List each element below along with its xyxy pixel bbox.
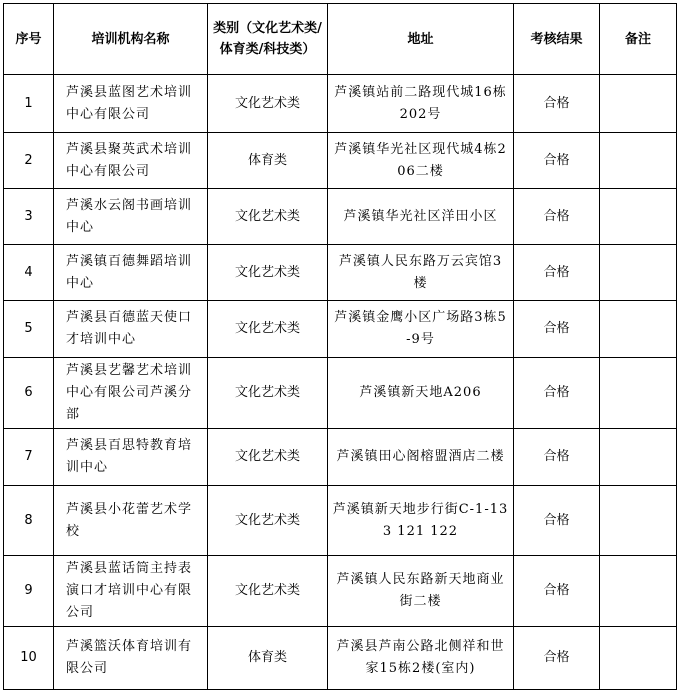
cell-remark — [600, 245, 677, 301]
cell-index: 1 — [4, 75, 54, 133]
cell-org-name: 芦溪镇百德舞蹈培训中心 — [54, 245, 208, 301]
cell-org-name: 芦溪县聚英武术培训中心有限公司 — [54, 133, 208, 189]
cell-result: 合格 — [514, 358, 600, 429]
cell-category: 文化艺术类 — [208, 189, 328, 245]
cell-remark — [600, 556, 677, 627]
cell-org-name: 芦溪县艺馨艺术培训中心有限公司芦溪分部 — [54, 358, 208, 429]
cell-category: 文化艺术类 — [208, 75, 328, 133]
cell-index: 4 — [4, 245, 54, 301]
cell-result: 合格 — [514, 429, 600, 486]
cell-index: 8 — [4, 486, 54, 556]
cell-result: 合格 — [514, 627, 600, 690]
cell-result: 合格 — [514, 301, 600, 358]
cell-org-name: 芦溪县小花蕾艺术学校 — [54, 486, 208, 556]
cell-category: 文化艺术类 — [208, 486, 328, 556]
cell-org-name: 芦溪篮沃体育培训有限公司 — [54, 627, 208, 690]
cell-result: 合格 — [514, 189, 600, 245]
header-org-name: 培训机构名称 — [54, 4, 208, 75]
cell-result: 合格 — [514, 486, 600, 556]
cell-result: 合格 — [514, 75, 600, 133]
table-row — [4, 486, 677, 556]
cell-category: 文化艺术类 — [208, 429, 328, 486]
cell-index: 6 — [4, 358, 54, 429]
cell-address: 芦溪镇人民东路新天地商业街二楼 — [328, 556, 514, 627]
header-result: 考核结果 — [514, 4, 600, 75]
cell-address: 芦溪县芦南公路北侧祥和世家15栋2楼(室内) — [328, 627, 514, 690]
table-row — [4, 358, 677, 429]
cell-result: 合格 — [514, 245, 600, 301]
cell-remark — [600, 133, 677, 189]
cell-remark — [600, 189, 677, 245]
header-address: 地址 — [328, 4, 514, 75]
cell-address: 芦溪镇新天地A206 — [328, 358, 514, 429]
table-row — [4, 301, 677, 358]
cell-index: 9 — [4, 556, 54, 627]
table-row — [4, 75, 677, 133]
cell-address: 芦溪镇田心阁榕盟酒店二楼 — [328, 429, 514, 486]
header-category: 类别（文化艺术类/体育类/科技类） — [208, 4, 328, 75]
cell-remark — [600, 358, 677, 429]
cell-address: 芦溪镇站前二路现代城16栋202号 — [328, 75, 514, 133]
table-header-row — [4, 4, 677, 75]
cell-address: 芦溪镇新天地步行街C-1-133 121 122 — [328, 486, 514, 556]
cell-index: 7 — [4, 429, 54, 486]
cell-remark — [600, 75, 677, 133]
cell-remark — [600, 486, 677, 556]
cell-remark — [600, 627, 677, 690]
cell-category: 文化艺术类 — [208, 358, 328, 429]
cell-address: 芦溪镇华光社区现代城4栋206二楼 — [328, 133, 514, 189]
cell-remark — [600, 301, 677, 358]
training-institution-table — [3, 3, 677, 690]
cell-index: 3 — [4, 189, 54, 245]
table-row — [4, 627, 677, 690]
table-row — [4, 429, 677, 486]
cell-address: 芦溪镇华光社区洋田小区 — [328, 189, 514, 245]
cell-org-name: 芦溪水云阁书画培训中心 — [54, 189, 208, 245]
header-remark: 备注 — [600, 4, 677, 75]
cell-org-name: 芦溪县百思特教育培训中心 — [54, 429, 208, 486]
cell-org-name: 芦溪县蓝话筒主持表演口才培训中心有限公司 — [54, 556, 208, 627]
cell-result: 合格 — [514, 133, 600, 189]
cell-index: 10 — [4, 627, 54, 690]
cell-category: 文化艺术类 — [208, 301, 328, 358]
table-row — [4, 133, 677, 189]
cell-address: 芦溪镇金鹰小区广场路3栋5-9号 — [328, 301, 514, 358]
cell-org-name: 芦溪县百德蓝天使口才培训中心 — [54, 301, 208, 358]
cell-result: 合格 — [514, 556, 600, 627]
cell-org-name: 芦溪县蓝图艺术培训中心有限公司 — [54, 75, 208, 133]
cell-index: 2 — [4, 133, 54, 189]
cell-remark — [600, 429, 677, 486]
cell-category: 体育类 — [208, 133, 328, 189]
cell-category: 文化艺术类 — [208, 245, 328, 301]
cell-category: 文化艺术类 — [208, 556, 328, 627]
cell-index: 5 — [4, 301, 54, 358]
cell-category: 体育类 — [208, 627, 328, 690]
table-row — [4, 245, 677, 301]
table-row — [4, 189, 677, 245]
cell-address: 芦溪镇人民东路万云宾馆3楼 — [328, 245, 514, 301]
table-row — [4, 556, 677, 627]
header-index: 序号 — [4, 4, 54, 75]
